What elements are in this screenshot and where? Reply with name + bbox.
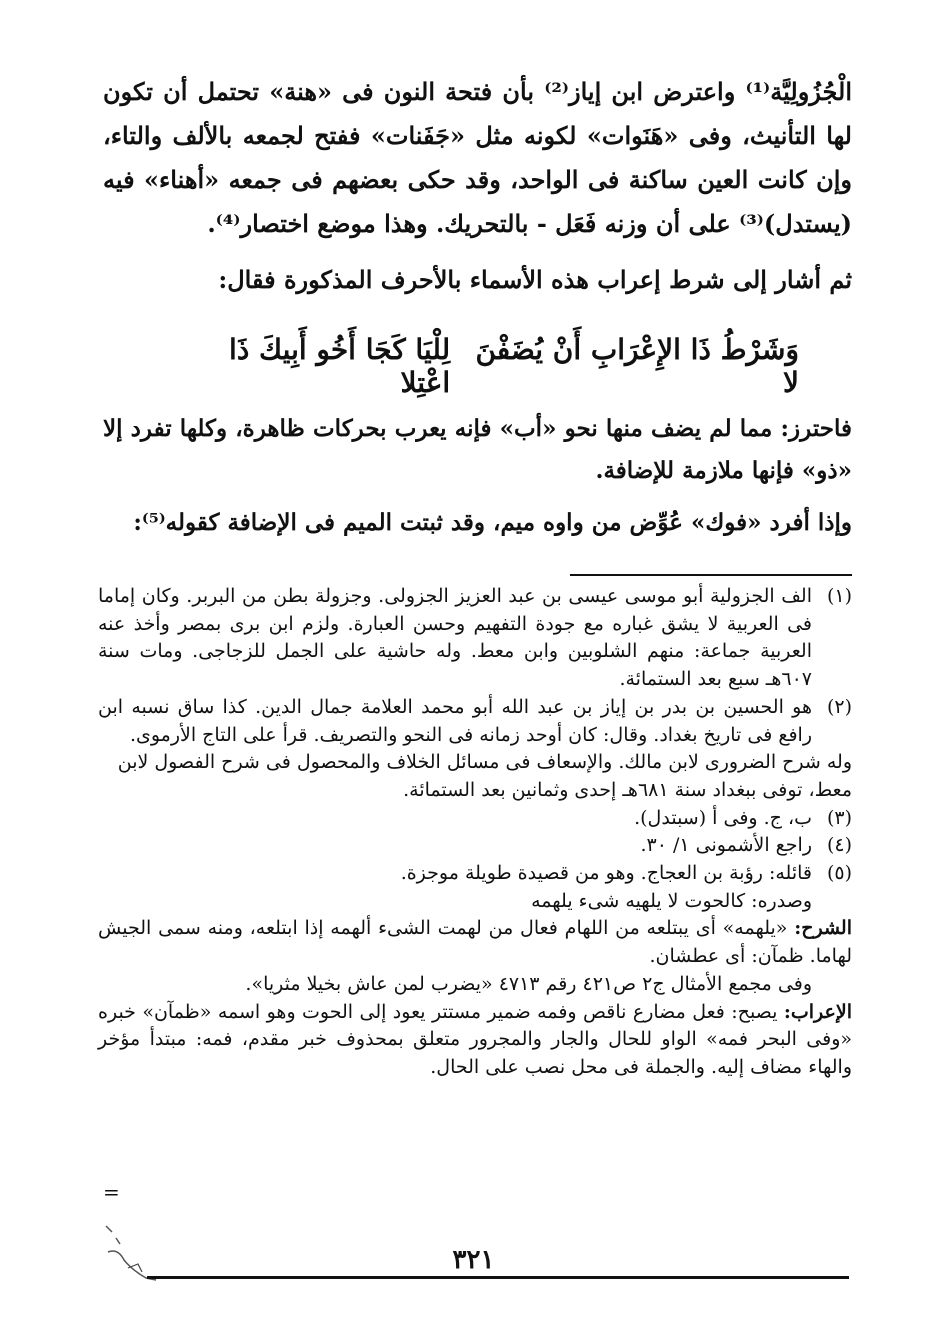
footnote-5-sharh bbox=[98, 915, 852, 970]
footnote-text: ب، ج. وفى أ (سبتدل). bbox=[634, 806, 812, 829]
verse bbox=[170, 333, 799, 399]
sharh-label: الشرح: bbox=[794, 917, 852, 940]
verse-first-hemistich: وَشَرْطُ ذَا الإِعْرَابِ أَنْ يُضَفْنَ لا bbox=[475, 333, 799, 399]
footnote-5-majma: وفى مجمع الأمثال ج٢ ص٤٢١ رقم ٤٧١٣ «يضرب لمن عاش بخيلا مثريا». bbox=[245, 972, 812, 995]
footnote-number: (٢) bbox=[826, 695, 852, 718]
footnote-text: قائله: رؤبة بن العجاج. وهو من قصيدة طويلة موجزة. bbox=[400, 862, 812, 885]
footnote-number: (٣) bbox=[826, 806, 852, 829]
footnote-1 bbox=[98, 583, 852, 694]
continuation-mark: = bbox=[103, 1180, 120, 1204]
footnote-text: راجع الأشمونى ١/ ٣٠. bbox=[640, 834, 812, 857]
footnote-5 bbox=[98, 860, 852, 888]
footnotes bbox=[98, 583, 852, 1082]
footnote-separator bbox=[570, 574, 852, 576]
sharh-text: «يلهمه» أى يبتلعه من اللهام فعال من لهمت الشىء ألهمه إذا ابتلعه، ومنه سمى الجيش لهاما. ظمآن: أى عطشان. bbox=[98, 917, 852, 968]
footnote-5-sadr: وصدره: كالحوت لا يلهيه شىء يلهمه bbox=[531, 889, 812, 912]
main-text bbox=[103, 70, 852, 302]
main-paragraph-2: ثم أشار إلى شرط إعراب هذه الأسماء بالأحرف المذكورة فقال: bbox=[218, 265, 852, 294]
bottom-rule bbox=[147, 1276, 849, 1279]
after-verse-paragraph-2: وإذا أفرد «فوك» عُوِّض من واوه ميم، وقد ثبتت الميم فى الإضافة كقوله⁽⁵⁾: bbox=[133, 509, 852, 536]
footnote-number: (٥) bbox=[826, 862, 852, 885]
main-paragraph-1: الْجُزُولِيَّة⁽¹⁾ واعترض ابن إياز⁽²⁾ بأن فتحة النون فى «هنة» تحتمل أن تكون لها التأنيث، وفى «هَنَوات» لكونه مثل «جَفَنات» ففتح لجمعه بالألف والتاء، وإن كانت العين ساكنة فى الواحد، وقد حكى بعضهم فى جمعه «أهناء» فيه (يستدل)⁽³⁾ على أن وزنه فَعَل - بالتحريك. وهذا موضع اختصار⁽⁴⁾. bbox=[103, 77, 852, 238]
footnote-2-continuation: وله شرح الضرورى لابن مالك. والإسعاف فى مسائل الخلاف والمحصول فى شرح الفصول لابن معط، توفى ببغداد سنة ٦٨١هـ إحدى وثمانين بعد الستمائة. bbox=[117, 751, 852, 801]
after-verse-text bbox=[103, 408, 852, 544]
footnote-2 bbox=[98, 694, 852, 749]
footnote-number: (١) bbox=[826, 585, 852, 607]
footnote-4 bbox=[98, 832, 852, 860]
footnote-text: هو الحسين بن بدر بن إياز بن عبد الله أبو محمد العلامة جمال الدين. كذا ساق نسبه ابن رافع فى تاريخ بغداد. وقال: كان أوحد زمانه فى النحو والتصريف. قرأ على التاج الأرموى. bbox=[98, 695, 812, 746]
verse-second-hemistich: لِلْيَا كَجَا أَخُو أَبِيكَ ذَا اعْتِلا bbox=[229, 333, 451, 399]
footnote-text: الف الجزولية أبو موسى عيسى بن عبد العزيز الجزولى. وجزولة بطن من البربر. وكان إماما فى العربية لا يشق غباره مع جودة التفهيم وحسن العبارة. ولزم ابن برى بمصر وأخذ عنه العربية جماعة: منهم الشلوبين وابن معط. وله حاشية على الجمل للزجاجى. ومات سنة ٦٠٧هـ سبع بعد الستمائة. bbox=[98, 585, 812, 691]
after-verse-paragraph-1: فاحترز: مما لم يضف منها نحو «أب» فإنه يعرب بحركات ظاهرة، وكلها تفرد إلا «ذو» فإنها ملازمة للإضافة. bbox=[103, 415, 852, 484]
footnote-5-irab bbox=[98, 999, 852, 1082]
irab-text: يصبح: فعل مضارع ناقص وفمه ضمير مستتر يعود إلى الحوت وهو اسمه «ظمآن» خبره «وفى البحر فمه» الواو للحال والجار والمجرور متعلق بمحذوف خبر مقدم، فمه: مبتدأ مؤخر والهاء مضاف إليه. والجملة فى محل نصب على الحال. bbox=[98, 1000, 853, 1078]
footnote-number: (٤) bbox=[826, 834, 852, 857]
irab-label: الإعراب: bbox=[783, 1000, 852, 1023]
page-number: ٣٢١ bbox=[452, 1245, 495, 1275]
footnote-3 bbox=[98, 805, 852, 833]
